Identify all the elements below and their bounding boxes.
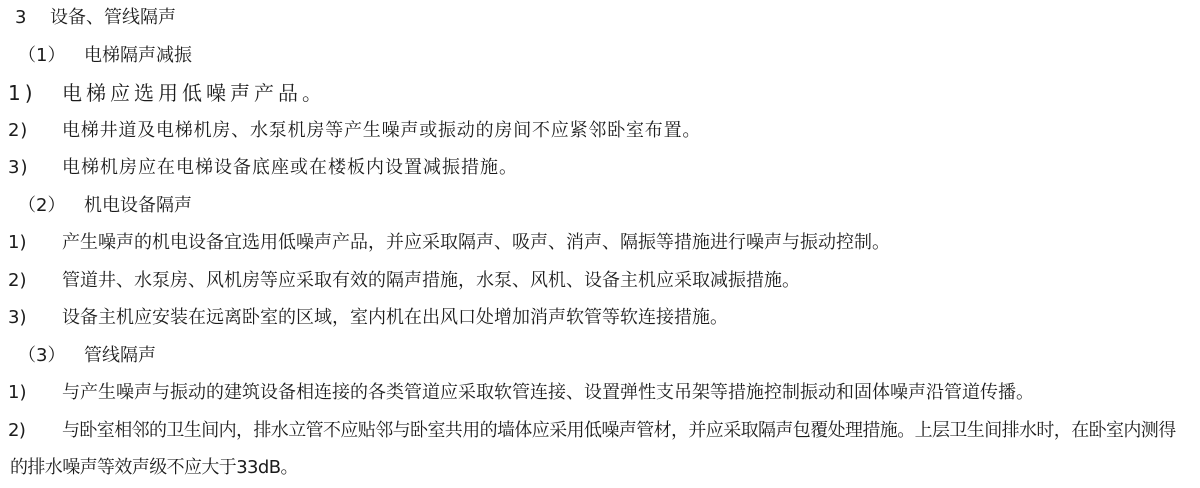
section-number: 3	[15, 7, 27, 28]
subsection-title: 管线隔声	[84, 344, 156, 366]
item-text: 产生噪声的机电设备宜选用低噪声产品，并应采取隔声、吸声、消声、隔振等措施进行噪声与振动控制。	[62, 232, 890, 253]
list-item	[0, 81, 1200, 119]
item-number: 2)	[8, 419, 26, 441]
subsection-title: 机电设备隔声	[84, 194, 192, 216]
list-item	[0, 306, 1200, 344]
item-number: 2)	[8, 119, 29, 141]
subsection-heading	[0, 44, 1200, 82]
text-block	[0, 6, 1200, 488]
item-number: 1)	[8, 382, 27, 403]
item-number: 3)	[8, 157, 29, 178]
subsection-number: （1）	[18, 44, 66, 66]
list-item	[0, 269, 1200, 307]
item-text: 电梯机房应在电梯设备底座或在楼板内设置减振措施。	[62, 157, 518, 178]
subsection-heading	[0, 344, 1200, 382]
list-item	[0, 156, 1200, 194]
item-text: 电梯井道及电梯机房、水泵机房等产生噪声或振动的房间不应紧邻卧室布置。	[62, 119, 702, 141]
continuation-line	[0, 456, 1200, 488]
list-item	[0, 381, 1200, 419]
subsection-number: （3）	[18, 344, 66, 366]
subsection-heading	[0, 194, 1200, 232]
item-number: 2)	[8, 269, 27, 291]
list-item	[0, 231, 1200, 269]
item-number: 1)	[8, 81, 37, 105]
item-text: 的排水噪声等效声级不应大于33dB。	[10, 457, 298, 478]
item-number: 1)	[8, 232, 27, 253]
item-text: 与卧室相邻的卫生间内，排水立管不应贴邻与卧室共用的墙体应采用低噪声管材，并应采取隔声包覆处理措施。上层卫生间排水时，在卧室内测得	[62, 419, 1176, 441]
section-title: 设备、管线隔声	[50, 7, 176, 28]
item-text: 电梯应选用低噪声产品。	[62, 81, 326, 105]
item-text: 与产生噪声与振动的建筑设备相连接的各类管道应采取软管连接、设置弹性支吊架等措施控制振动和固体噪声沿管道传播。	[62, 382, 1034, 403]
list-item	[0, 119, 1200, 157]
item-text: 设备主机应安装在远离卧室的区域，室内机在出风口处增加消声软管等软连接措施。	[62, 307, 728, 328]
item-number: 3)	[8, 307, 27, 328]
item-text: 管道井、水泵房、风机房等应采取有效的隔声措施，水泵、风机、设备主机应采取减振措施。	[62, 269, 800, 291]
section-heading	[0, 6, 1200, 44]
subsection-title: 电梯隔声减振	[84, 44, 192, 66]
subsection-number: （2）	[18, 194, 66, 216]
list-item	[0, 419, 1200, 457]
